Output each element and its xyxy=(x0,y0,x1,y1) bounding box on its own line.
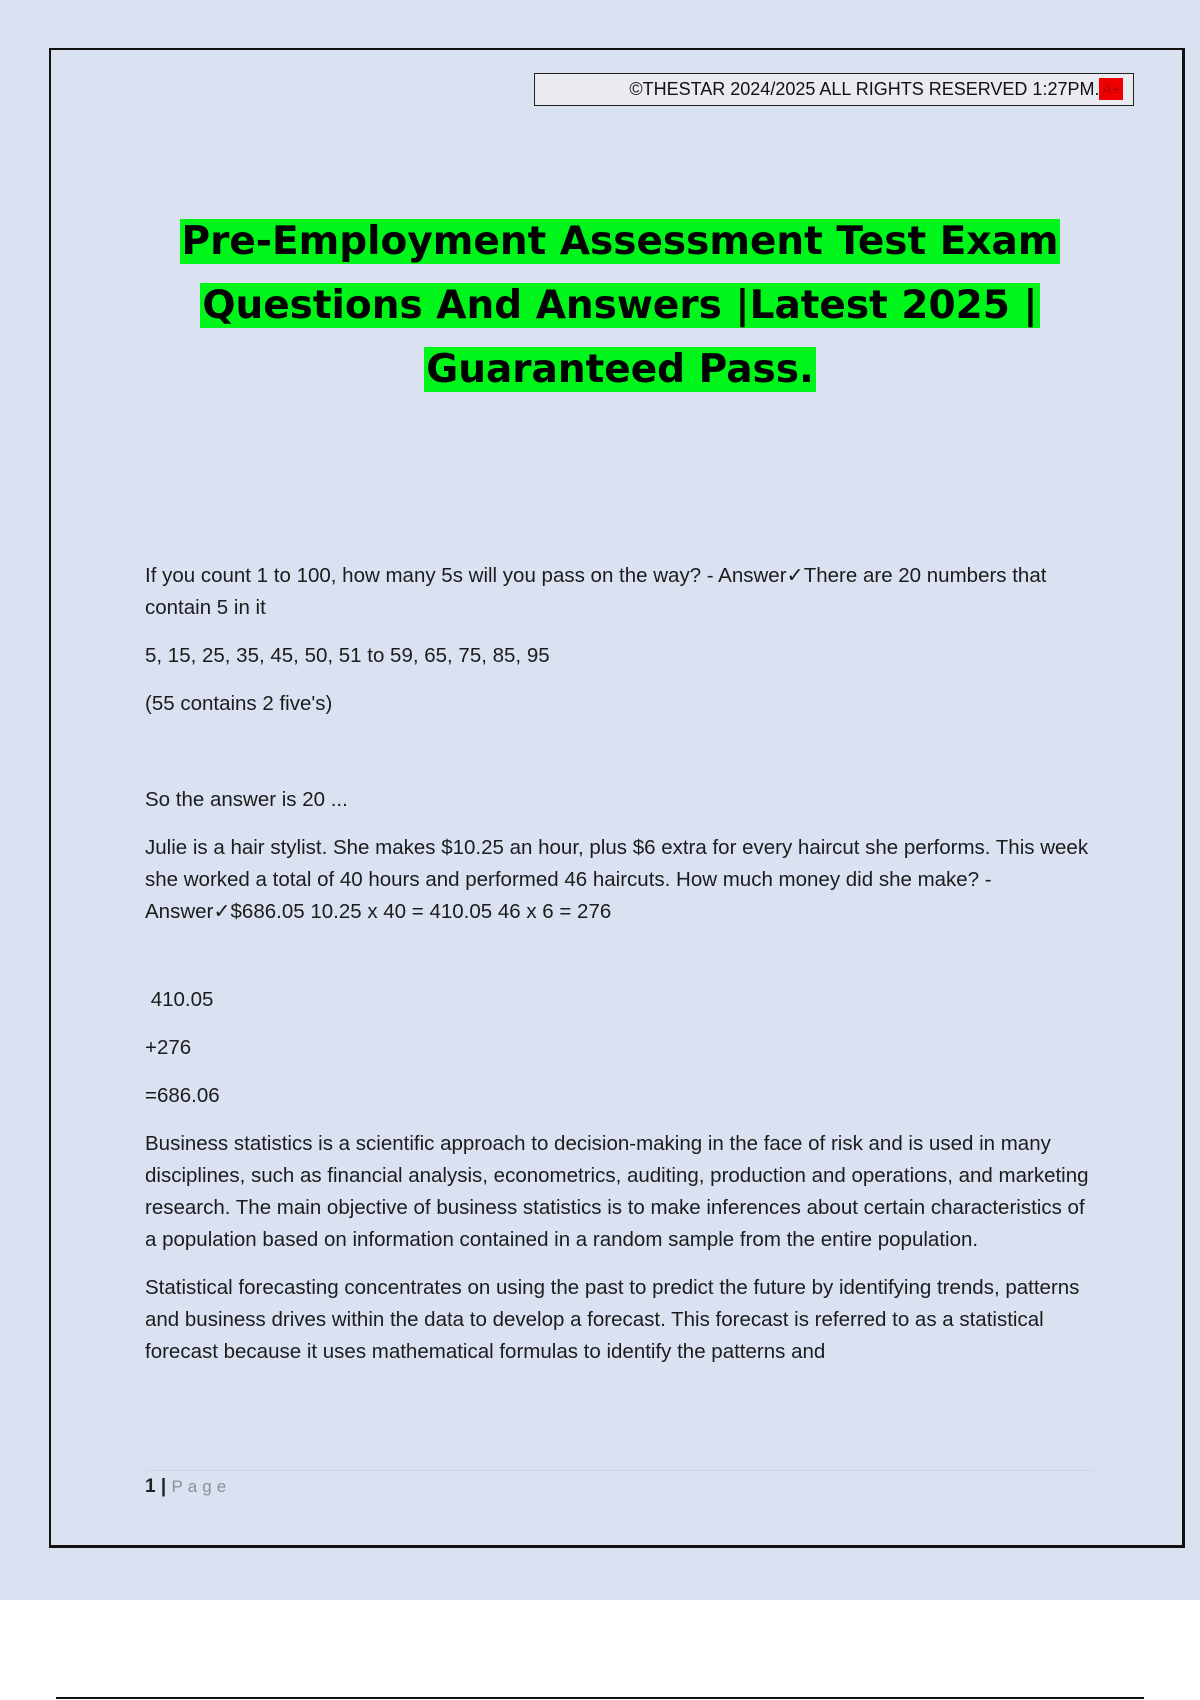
page-number-separator: | xyxy=(160,1476,167,1497)
paragraph-business-statistics: Business statistics is a scientific approach to decision-making in the face of risk and is used in many disciplines, such as financial analysis, econometrics, auditing, production and operations, and marketing research. The main objective of business statistics is to make inferences about certain characteristics of a population based on information contained in a random sample from the entire population. xyxy=(145,1132,1089,1251)
question-1-list: 5, 15, 25, 35, 45, 50, 51 to 59, 65, 75, 85, 95 xyxy=(145,644,550,667)
calc-line-1: 410.05 xyxy=(145,988,214,1011)
document-body xyxy=(145,560,1095,1384)
page-label: Page xyxy=(171,1477,232,1496)
title-line-1: Pre-Employment Assessment Test Exam xyxy=(181,219,1059,264)
copyright-text: ©THESTAR 2024/2025 ALL RIGHTS RESERVED 1:27PM. xyxy=(629,79,1100,99)
document-title xyxy=(160,210,1080,402)
question-1: If you count 1 to 100, how many 5s will you pass on the way? - Answer✓There are 20 numbers that contain 5 in it xyxy=(145,564,1047,619)
paragraph-statistical-forecasting: Statistical forecasting concentrates on using the past to predict the future by identifying trends, patterns and business drives within the data to develop a forecast. This forecast is referred to as a statistical forecast because it uses mathematical formulas to identify the patterns and xyxy=(145,1276,1080,1363)
copyright-header xyxy=(534,73,1134,106)
title-line-3: Guaranteed Pass. xyxy=(426,347,814,392)
question-2: Julie is a hair stylist. She makes $10.25 an hour, plus $6 extra for every haircut she performs. This week she worked a total of 40 hours and performed 46 haircuts. How much money did she make? - Answer✓$686.05 10.25 x 40 = 410.05 46 x 6 = 276 xyxy=(145,836,1089,923)
page-number-value: 1 xyxy=(145,1476,156,1497)
grade-badge: A+ xyxy=(1099,78,1123,100)
footer-divider xyxy=(145,1470,1095,1471)
question-1-answer: So the answer is 20 ... xyxy=(145,788,348,811)
title-line-2: Questions And Answers |Latest 2025 | xyxy=(202,283,1038,328)
page-number xyxy=(145,1474,231,1500)
question-1-note: (55 contains 2 five's) xyxy=(145,692,333,715)
calc-line-3: =686.06 xyxy=(145,1084,220,1107)
calc-line-2: +276 xyxy=(145,1036,192,1059)
bottom-divider xyxy=(56,1697,1144,1699)
